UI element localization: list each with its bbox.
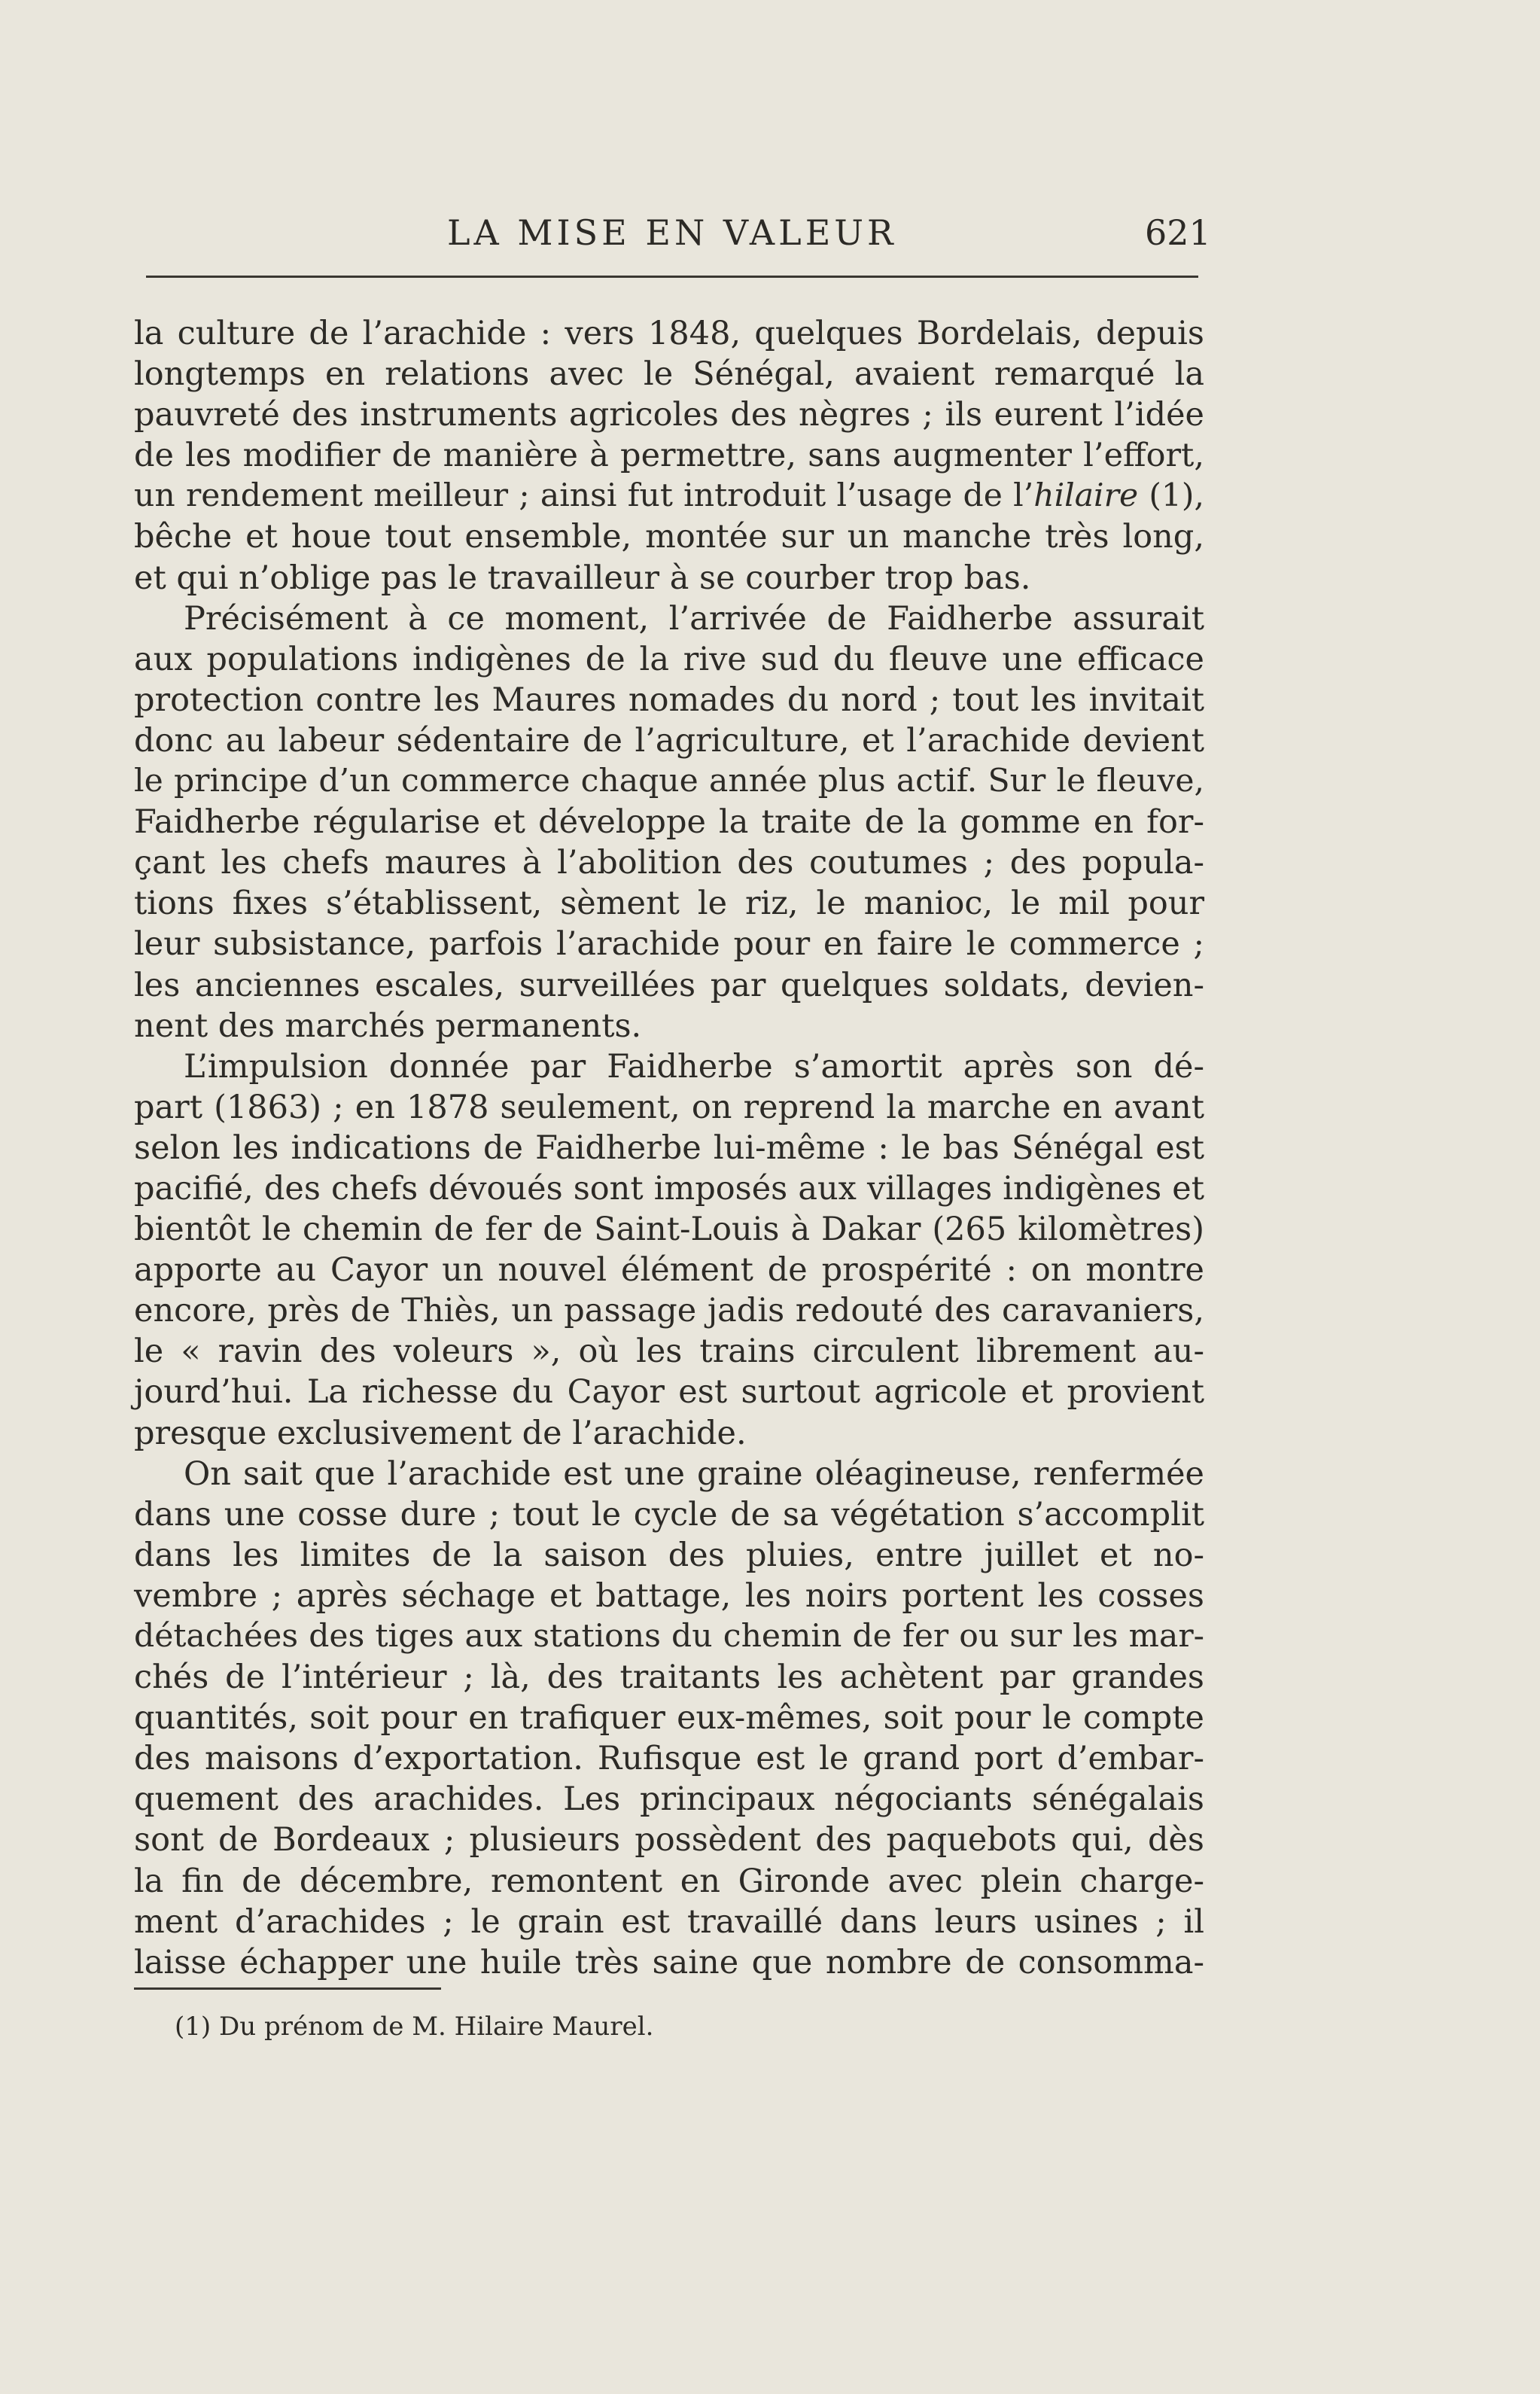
text-line: des maisons d’exportation. Rufisque est le grand port d’embar-: [134, 1740, 1204, 1778]
text-line: apporte au Cayor un nouvel élément de prospérité : on montre: [134, 1251, 1204, 1290]
text-line: encore, près de Thiès, un passage jadis redouté des caravaniers,: [134, 1292, 1204, 1330]
text-line: de les modifier de manière à permettre, sans augmenter l’effort,: [134, 437, 1204, 475]
text-line: vembre ; après séchage et battage, les noirs portent les cosses: [134, 1576, 1204, 1615]
header-rule: [146, 276, 1198, 278]
text-line: çant les chefs maures à l’abolition des coutumes ; des popula-: [134, 844, 1204, 882]
text-line: part (1863) ; en 1878 seulement, on reprend la marche en avant: [134, 1088, 1204, 1126]
text-line: bêche et houe tout ensemble, montée sur un manche très long,: [134, 518, 1204, 556]
text-line: détachées des tiges aux stations du chemin de fer ou sur les mar-: [134, 1618, 1204, 1655]
page-number: 621: [1145, 212, 1211, 253]
text-line: la fin de décembre, remontent en Gironde avec plein charge-: [134, 1862, 1204, 1900]
running-title: LA MISE EN VALEUR: [447, 212, 897, 253]
text-line-part: un rendement meilleur ; ainsi fut introduit l’usage de l’: [134, 477, 1034, 515]
text-line: bientôt le chemin de fer de Saint-Louis à Dakar (265 kilomètres): [134, 1211, 1204, 1249]
text-line: le principe d’un commerce chaque année plus actif. Sur le fleuve,: [134, 763, 1204, 800]
footnote: [175, 2012, 653, 2042]
text-line: nent des marchés permanents.: [134, 1007, 642, 1045]
text-line: On sait que l’arachide est une graine oléagineuse, renfermée: [184, 1454, 1204, 1493]
footnote-marker: (1): [175, 2012, 212, 2042]
text-line: longtemps en relations avec le Sénégal, avaient remarqué la: [134, 355, 1204, 394]
text-line: chés de l’intérieur ; là, des traitants les achètent par grandes: [134, 1658, 1204, 1697]
text-line: quement des arachides. Les principaux négociants sénégalais: [134, 1780, 1204, 1819]
text-line-hilaire: [134, 476, 1204, 516]
text-line: Précisément à ce moment, l’arrivée de Faidherbe assurait: [184, 599, 1204, 638]
text-line: les anciennes escales, surveillées par quelques soldats, devien-: [134, 966, 1204, 1004]
text-line: protection contre les Maures nomades du nord ; tout les invitait: [134, 681, 1204, 719]
text-line: quantités, soit pour en trafiquer eux-mêmes, soit pour le compte: [134, 1699, 1204, 1738]
text-line: presque exclusivement de l’arachide.: [134, 1414, 747, 1452]
text-line: dans les limites de la saison des pluies, entre juillet et no-: [134, 1536, 1204, 1574]
body-text: [134, 313, 1204, 1983]
text-line: sont de Bordeaux ; plusieurs possèdent des paquebots qui, dès: [134, 1821, 1204, 1859]
text-line: pacifié, des chefs dévoués sont imposés aux villages indigènes et: [134, 1169, 1204, 1208]
text-line: leur subsistance, parfois l’arachide pour en faire le commerce ;: [134, 925, 1204, 964]
text-line: Faidherbe régularise et développe la traite de la gomme en for-: [134, 803, 1204, 842]
footnote-ref: (1),: [1138, 477, 1204, 515]
text-line: laisse échapper une huile très saine que nombre de consomma-: [134, 1943, 1204, 1981]
text-line: dans une cosse dure ; tout le cycle de sa végétation s’accomplit: [134, 1495, 1204, 1534]
text-line: jourd’hui. La richesse du Cayor est surtout agricole et provient: [134, 1373, 1204, 1412]
text-line: pauvreté des instruments agricoles des nègres ; ils eurent l’idée: [134, 396, 1204, 434]
text-line: et qui n’oblige pas le travailleur à se courber trop bas.: [134, 559, 1031, 597]
text-line: la culture de l’arachide : vers 1848, quelques Bordelais, depuis: [134, 315, 1204, 352]
text-line: le « ravin des voleurs », où les trains circulent librement au-: [134, 1333, 1204, 1371]
text-line: ment d’arachides ; le grain est travaillé dans leurs usines ; il: [134, 1902, 1204, 1941]
footnote-text: Du prénom de M. Hilaire Maurel.: [211, 2012, 654, 2042]
text-line: donc au labeur sédentaire de l’agriculture, et l’arachide devient: [134, 721, 1204, 760]
text-line: tions fixes s’établissent, sèment le riz, le manioc, le mil pour: [134, 885, 1204, 923]
text-line: aux populations indigènes de la rive sud du fleuve une efficace: [134, 640, 1204, 678]
hilaire-term: hilaire: [1033, 477, 1139, 515]
text-line: selon les indications de Faidherbe lui-même : le bas Sénégal est: [134, 1128, 1204, 1167]
text-line: L’impulsion donnée par Faidherbe s’amortit après son dé-: [184, 1047, 1204, 1086]
footnote-rule: [134, 1987, 441, 1990]
